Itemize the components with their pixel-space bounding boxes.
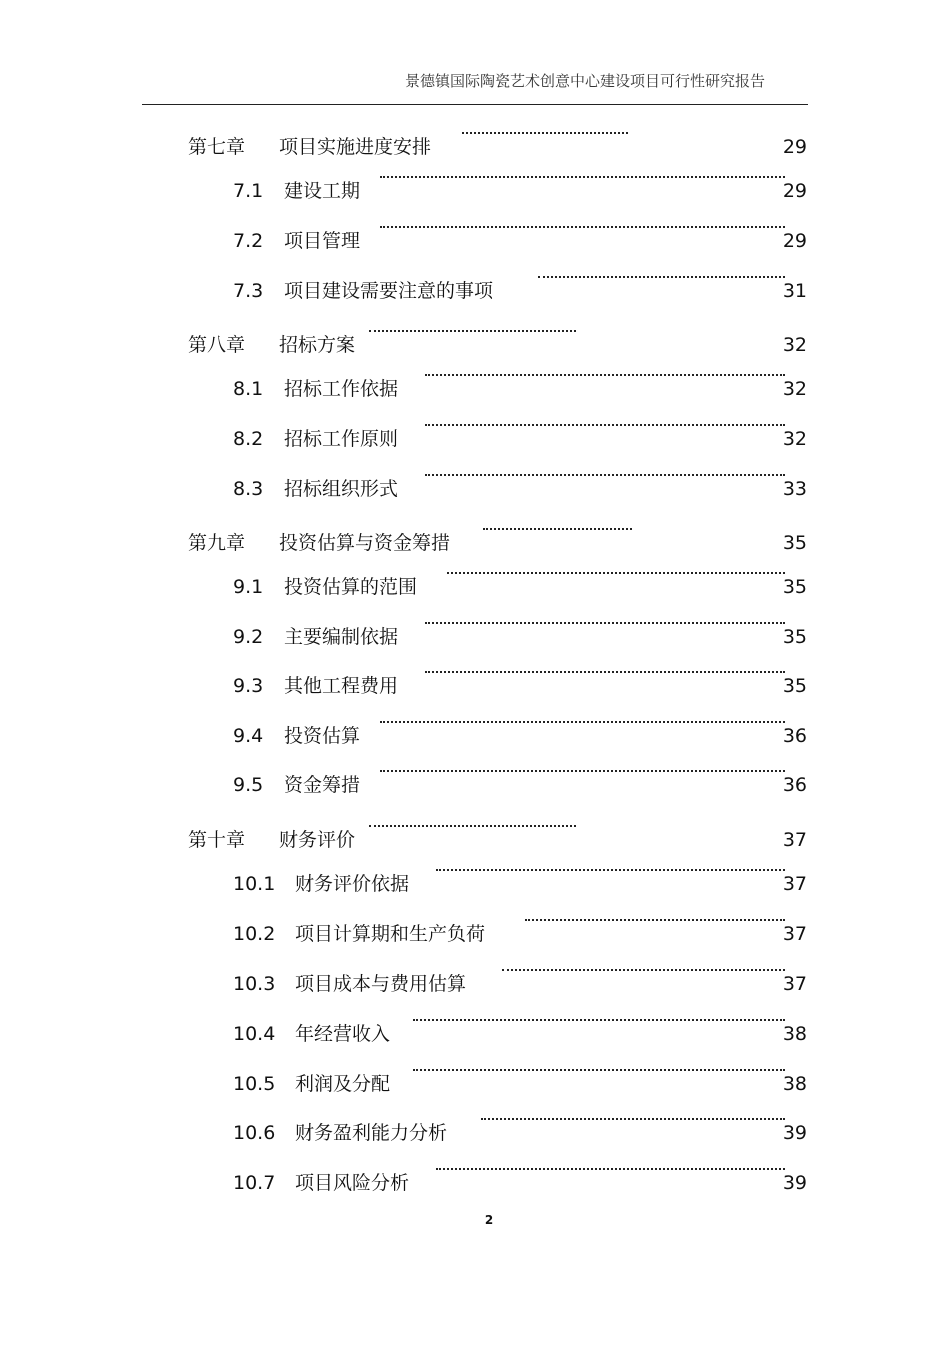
toc-chapter-title: 财务评价 bbox=[279, 829, 356, 851]
toc-page-number: 29 bbox=[782, 136, 807, 158]
toc-section-title: 年经营收入 bbox=[295, 1023, 391, 1045]
toc-chapter-number: 第十章 bbox=[188, 829, 246, 851]
toc-page-number: 35 bbox=[782, 532, 807, 554]
toc-section-title: 主要编制依据 bbox=[284, 626, 399, 648]
toc-leader-dots bbox=[447, 572, 785, 574]
toc-section-10-7[interactable] bbox=[0, 1168, 950, 1198]
toc-section-7-3[interactable] bbox=[0, 276, 950, 306]
toc-page-number: 33 bbox=[782, 478, 807, 500]
toc-section-9-5[interactable] bbox=[0, 770, 950, 800]
toc-page-number: 37 bbox=[782, 973, 807, 995]
document-header-title: 景德镇国际陶瓷艺术创意中心建设项目可行性研究报告 bbox=[404, 72, 765, 90]
toc-page-number: 29 bbox=[782, 230, 807, 252]
toc-leader-dots bbox=[425, 622, 785, 624]
toc-page-number: 35 bbox=[782, 626, 807, 648]
toc-chapter-7[interactable] bbox=[0, 132, 950, 162]
toc-leader-dots bbox=[525, 919, 785, 921]
toc-page-number: 35 bbox=[782, 675, 807, 697]
toc-section-10-5[interactable] bbox=[0, 1069, 950, 1099]
toc-leader-dots bbox=[538, 276, 785, 278]
toc-chapter-title: 投资估算与资金筹措 bbox=[279, 532, 451, 554]
toc-leader-dots bbox=[380, 176, 785, 178]
page-number: 2 bbox=[484, 1213, 494, 1227]
toc-section-number: 9.2 bbox=[233, 626, 264, 648]
toc-chapter-8[interactable] bbox=[0, 330, 950, 360]
toc-leader-dots bbox=[462, 132, 628, 134]
toc-leader-dots bbox=[380, 226, 785, 228]
toc-page-number: 32 bbox=[782, 378, 807, 400]
toc-section-title: 招标工作原则 bbox=[284, 428, 399, 450]
toc-chapter-number: 第七章 bbox=[188, 136, 246, 158]
toc-leader-dots bbox=[425, 374, 785, 376]
toc-section-number: 7.3 bbox=[233, 280, 264, 302]
toc-section-number: 9.5 bbox=[233, 774, 264, 796]
toc-chapter-title: 招标方案 bbox=[279, 334, 356, 356]
toc-section-8-3[interactable] bbox=[0, 474, 950, 504]
toc-chapter-10[interactable] bbox=[0, 825, 950, 855]
toc-section-10-1[interactable] bbox=[0, 869, 950, 899]
toc-page-number: 38 bbox=[782, 1023, 807, 1045]
toc-section-number: 8.2 bbox=[233, 428, 264, 450]
toc-leader-dots bbox=[502, 969, 785, 971]
toc-leader-dots bbox=[436, 1168, 785, 1170]
toc-section-title: 项目管理 bbox=[284, 230, 361, 252]
toc-page-number: 38 bbox=[782, 1073, 807, 1095]
toc-leader-dots bbox=[425, 474, 785, 476]
toc-section-number: 10.6 bbox=[233, 1122, 276, 1144]
toc-section-number: 10.7 bbox=[233, 1172, 276, 1194]
toc-page-number: 37 bbox=[782, 923, 807, 945]
toc-leader-dots bbox=[425, 671, 785, 673]
toc-page-number: 37 bbox=[782, 829, 807, 851]
toc-section-number: 10.5 bbox=[233, 1073, 276, 1095]
toc-section-title: 利润及分配 bbox=[295, 1073, 391, 1095]
toc-section-8-1[interactable] bbox=[0, 374, 950, 404]
toc-section-10-4[interactable] bbox=[0, 1019, 950, 1049]
toc-section-title: 招标工作依据 bbox=[284, 378, 399, 400]
toc-page-number: 29 bbox=[782, 180, 807, 202]
toc-page-number: 36 bbox=[782, 725, 807, 747]
toc-section-title: 项目计算期和生产负荷 bbox=[295, 923, 486, 945]
toc-page-number: 31 bbox=[782, 280, 807, 302]
toc-leader-dots bbox=[483, 528, 632, 530]
toc-section-number: 8.3 bbox=[233, 478, 264, 500]
header-divider bbox=[142, 104, 808, 105]
toc-leader-dots bbox=[380, 721, 785, 723]
toc-chapter-9[interactable] bbox=[0, 528, 950, 558]
toc-chapter-title: 项目实施进度安排 bbox=[279, 136, 432, 158]
toc-section-title: 建设工期 bbox=[284, 180, 361, 202]
toc-section-7-2[interactable] bbox=[0, 226, 950, 256]
toc-section-number: 7.1 bbox=[233, 180, 264, 202]
toc-section-number: 8.1 bbox=[233, 378, 264, 400]
toc-section-9-3[interactable] bbox=[0, 671, 950, 701]
toc-section-title: 投资估算 bbox=[284, 725, 361, 747]
toc-section-number: 9.4 bbox=[233, 725, 264, 747]
toc-section-title: 项目风险分析 bbox=[295, 1172, 410, 1194]
toc-section-number: 9.3 bbox=[233, 675, 264, 697]
toc-chapter-number: 第八章 bbox=[188, 334, 246, 356]
toc-page-number: 36 bbox=[782, 774, 807, 796]
toc-page-number: 32 bbox=[782, 428, 807, 450]
toc-section-10-6[interactable] bbox=[0, 1118, 950, 1148]
toc-section-10-3[interactable] bbox=[0, 969, 950, 999]
toc-section-7-1[interactable] bbox=[0, 176, 950, 206]
toc-section-number: 10.1 bbox=[233, 873, 276, 895]
toc-leader-dots bbox=[369, 330, 576, 332]
toc-leader-dots bbox=[413, 1069, 785, 1071]
toc-page-number: 39 bbox=[782, 1122, 807, 1144]
toc-page-number: 39 bbox=[782, 1172, 807, 1194]
toc-section-title: 财务评价依据 bbox=[295, 873, 410, 895]
toc-chapter-number: 第九章 bbox=[188, 532, 246, 554]
toc-section-title: 资金筹措 bbox=[284, 774, 361, 796]
toc-leader-dots bbox=[436, 869, 785, 871]
toc-section-9-4[interactable] bbox=[0, 721, 950, 751]
toc-section-title: 招标组织形式 bbox=[284, 478, 399, 500]
toc-section-title: 其他工程费用 bbox=[284, 675, 399, 697]
toc-section-number: 7.2 bbox=[233, 230, 264, 252]
toc-leader-dots bbox=[380, 770, 785, 772]
toc-section-9-1[interactable] bbox=[0, 572, 950, 602]
toc-section-number: 10.4 bbox=[233, 1023, 276, 1045]
toc-leader-dots bbox=[369, 825, 576, 827]
toc-section-title: 项目成本与费用估算 bbox=[295, 973, 467, 995]
toc-section-title: 投资估算的范围 bbox=[284, 576, 418, 598]
toc-leader-dots bbox=[425, 424, 785, 426]
toc-section-9-2[interactable] bbox=[0, 622, 950, 652]
toc-section-8-2[interactable] bbox=[0, 424, 950, 454]
toc-section-number: 9.1 bbox=[233, 576, 264, 598]
toc-page-number: 35 bbox=[782, 576, 807, 598]
toc-leader-dots bbox=[413, 1019, 785, 1021]
toc-section-number: 10.2 bbox=[233, 923, 276, 945]
toc-page-number: 32 bbox=[782, 334, 807, 356]
toc-section-number: 10.3 bbox=[233, 973, 276, 995]
toc-section-title: 财务盈利能力分析 bbox=[295, 1122, 448, 1144]
toc-leader-dots bbox=[481, 1118, 785, 1120]
toc-section-10-2[interactable] bbox=[0, 919, 950, 949]
toc-page-number: 37 bbox=[782, 873, 807, 895]
toc-section-title: 项目建设需要注意的事项 bbox=[284, 280, 494, 302]
